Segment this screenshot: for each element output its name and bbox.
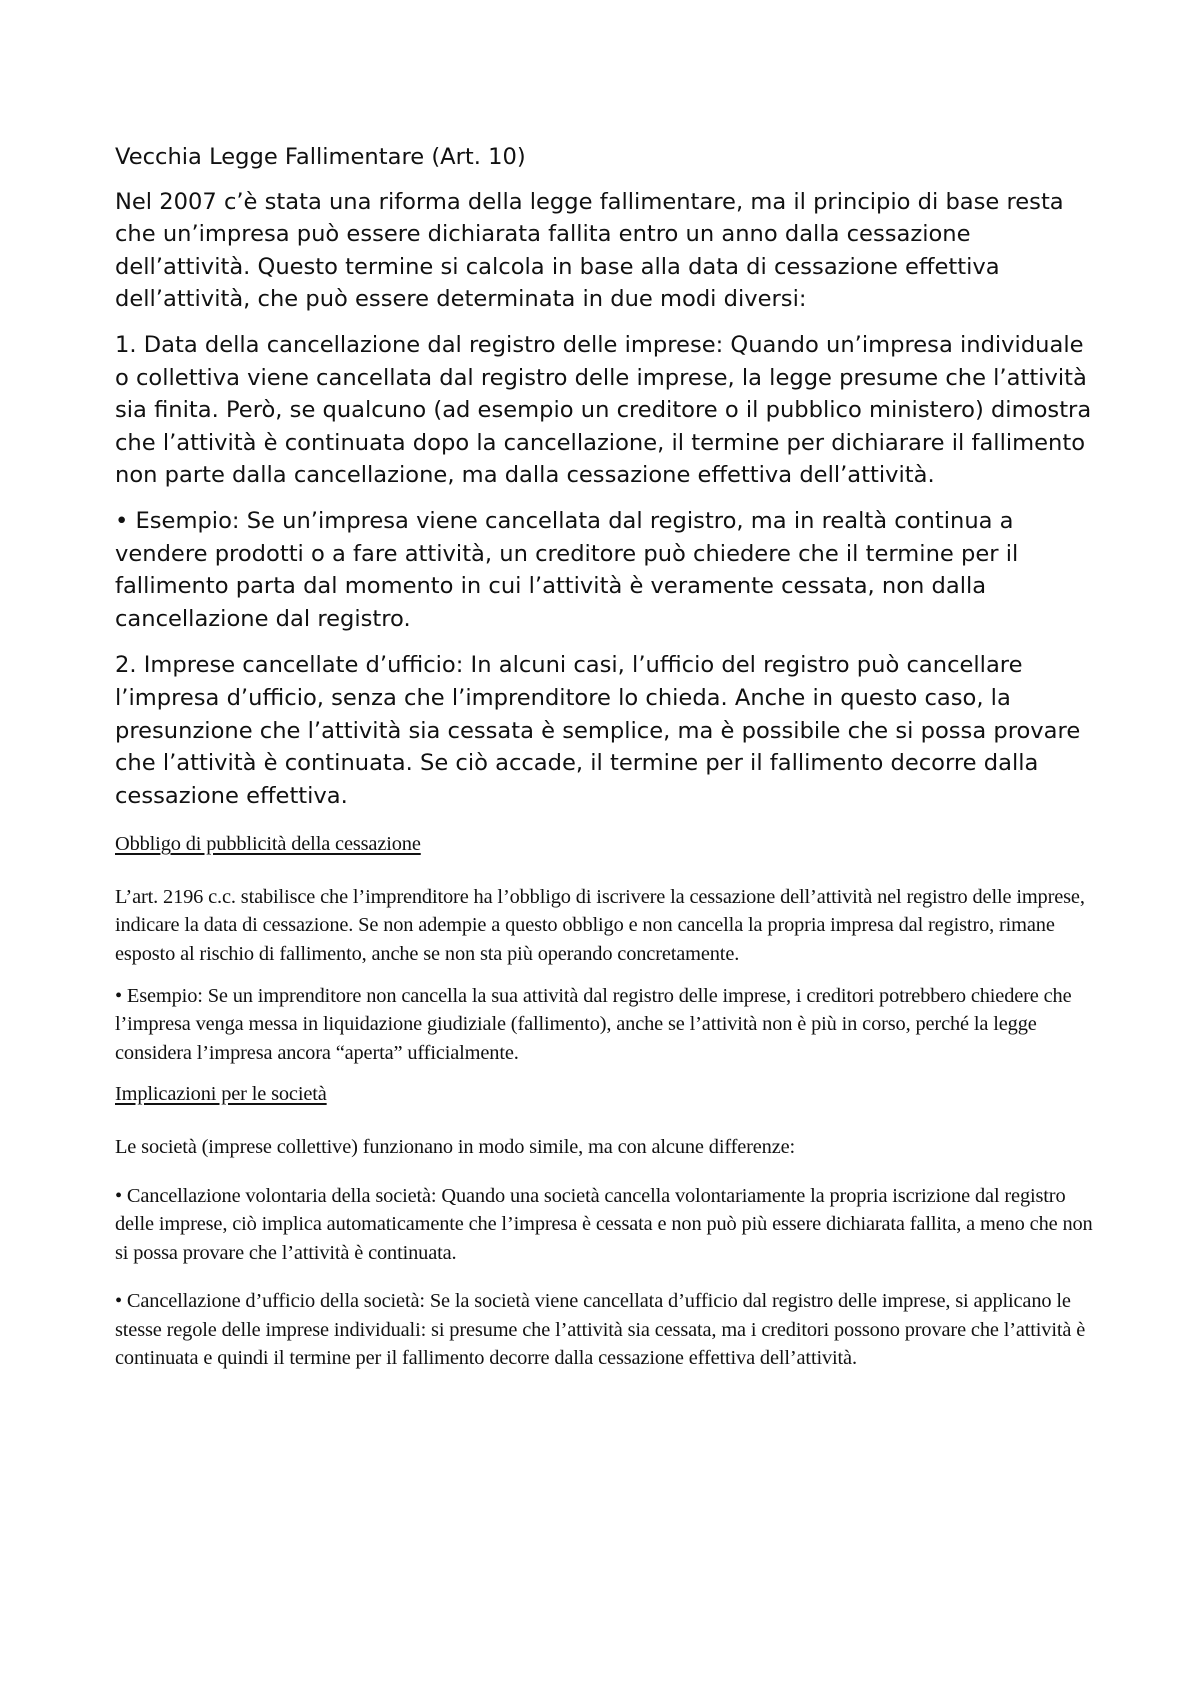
point-1-paragraph: 1. Data della cancellazione dal registro delle imprese: Quando un’impresa individuale o collettiva viene cancellata dal registro delle imprese, la legge presume che l’attività sia finita. Però, se qualcuno (ad esempio un creditore o il pubblico ministero) dimostra che l’attività è continuata dopo la cancellazione, il termine per dichiarare il fallimento non parte dalla cancellazione, ma dalla cessazione effettiva dell’attività. — [115, 331, 1092, 489]
section-heading-pubblicita: Obbligo di pubblicità della cessazione — [115, 833, 421, 856]
document-title: Vecchia Legge Fallimentare (Art. 10) — [115, 144, 526, 170]
pubblicita-paragraph: L’art. 2196 c.c. stabilisce che l’imprenditore ha l’obbligo di iscrivere la cessazione dell’attività nel registro delle imprese, indicare la data di cessazione. Se non adempie a questo obbligo e non cancella la propria impresa dal registro, rimane esposto al rischio di fallimento, anche se non sta più operando concretamente. — [115, 885, 1085, 965]
example-2-paragraph: • Esempio: Se un imprenditore non cancella la sua attività dal registro delle imprese, i creditori potrebbero chiedere che l’impresa venga messa in liquidazione giudiziale (fallimento), anche se l’attività non è più in corso, perché la legge considera l’impresa ancora “aperta” ufficialmente. — [115, 984, 1072, 1064]
section-heading-societa: Implicazioni per le società — [115, 1083, 327, 1106]
point-2-paragraph: 2. Imprese cancellate d’ufficio: In alcuni casi, l’ufficio del registro può cancellare l’impresa d’ufficio, senza che l’imprenditore lo chieda. Anche in questo caso, la presunzione che l’attività sia cessata è semplice, ma è possibile che si possa provare che l’attività è continuata. Se ciò accade, il termine per il fallimento decorre dalla cessazione effettiva. — [115, 652, 1081, 809]
societa-intro-paragraph: Le società (imprese collettive) funzionano in modo simile, ma con alcune differenze: — [115, 1135, 796, 1158]
bullet-cancellazione-volontaria: • Cancellazione volontaria della società: Quando una società cancella volontariamente la propria iscrizione dal registro delle imprese, ciò implica automaticamente che l’impresa è cessata e non può più essere dichiarata fallita, a meno che non si possa provare che l’attività è continuata. — [115, 1184, 1093, 1264]
bullet-cancellazione-ufficio: • Cancellazione d’ufficio della società: Se la società viene cancellata d’ufficio dal registro delle imprese, si applicano le stesse regole delle imprese individuali: si presume che l’attività sia cessata, ma i creditori possono provare che l’attività è continuata e quindi il termine per il fallimento decorre dalla cessazione effettiva dell’attività. — [115, 1290, 1086, 1369]
document-body — [115, 141, 1100, 1372]
intro-paragraph: Nel 2007 c’è stata una riforma della legge fallimentare, ma il principio di base resta che un’impresa può essere dichiarata fallita entro un anno dalla cessazione dell’attività. Questo termine si calcola in base alla data di cessazione effettiva dell’attività, che può essere determinata in due modi diversi: — [115, 188, 1064, 313]
example-1-paragraph: • Esempio: Se un’impresa viene cancellata dal registro, ma in realtà continua a vendere prodotti o a fare attività, un creditore può chiedere che il termine per il fallimento parta dal momento in cui l’attività è veramente cessata, non dalla cancellazione dal registro. — [115, 507, 1019, 632]
